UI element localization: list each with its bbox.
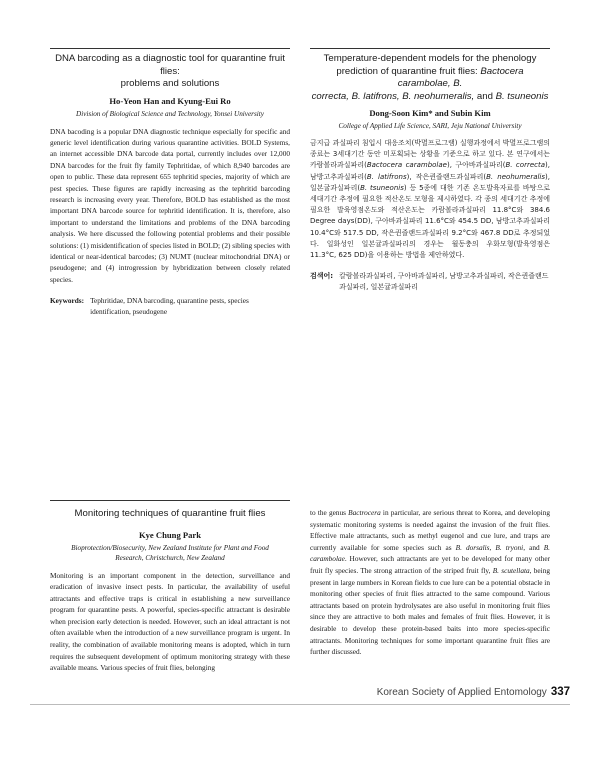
keywords <box>50 295 290 317</box>
abstract-title: Temperature-dependent models for the phenology prediction of quarantine fruit flies: Bactocera carambolae, B. correcta, B. latifrons, B. neohumeralis, and B. tsuneonis <box>311 53 549 102</box>
abstract-affiliation: College of Applied Life Science, SARI, Jeju National University <box>338 122 522 130</box>
abstract-affiliation: Bioprotection/Biosecurity, New Zealand Institute for Plant and Food Research, Christchurch, New Zealand <box>71 543 269 562</box>
page-footer <box>377 686 570 698</box>
abstract-title: Monitoring techniques of quarantine fruit flies <box>74 508 266 519</box>
abstract-body: DNA bacoding is a popular DNA diagnostic technique especially for specific and generic level identification during various quarantine activities. BOLD Systems, an internet accessible DNA barcode data portal, currently includes over 12,000 DNA barcodes for the fruit fly family Tephritidae, of which 8,940 barcodes are open to public. These data represent 655 tephritid species, majority of which are pest species. These figures are rapidly increasing as the tephritid barcoding research is increasing every year. Therefore, BOLD has established as the most important DNA barcode source for tephritid identification. It is, therefore, also important to understand the limitations and problems of the DNA barcoding analysis. We here discussed the following potential problems and their possible solutions: (1) misidentification of species listed in BOLD; (2) sibling species with identical or near-identical barcodes; (3) NUMT (nuclear mitochondrial DNA) or pseudogene; and (4) introgression by hybridization between closely related species. <box>50 126 290 284</box>
keywords-text: 칼람볼라과실파리, 구아바과실파리, 남방고추과실파리, 작은퀸즐랜드과실파리, 일본귤과실파리 <box>339 272 549 292</box>
abstract-body-right: to the genus Bactrocera in particular, are serious threat to Korea, and developing systematic monitoring systems is needed against the invasion of the fruit flies. Effective male attractants, such as methyl eugenol and cue lure, and traps are currently available for some species such as B. dorsalis, B. tryoni, and B. carambolae. However, such attractants are yet to be developed for many other fruit fly species. The strong attraction of the striped fruit fly, B. scutellata, being present in large numbers in Korean fields to cue lure can be a potential obstacle in monitoring other species of fruit flies attracted to the same compound. Various attractants based on protein hydrolysates are also useful in monitoring fruit flies since they are attractive to both males and females of fruit flies. However, it is desirable to develop these protein-based baits into more species-specific attractants. Monitoring techniques for some important quarantine fruit flies are further discussed. <box>310 508 550 657</box>
abstract-authors: Dong-Soon Kim* and Subin Kim <box>369 108 491 118</box>
top-left-rule <box>50 48 290 49</box>
abstract-body-left: Monitoring is an important component in the detection, surveillance and eradication of invasive insect pests. In particular, the availability of useful attractants and effective traps is critical in establishing a new surveillance program for quarantine pests. A powerful, species-specific attractant is desirable when precision early detection is needed. However, such an ideal attractant is not often available when the introduction of a new surveillance program is urgent. In reality, the combination of available monitoring means is adopted, which in turn requires the subsequent development of optimum monitoring strategy with these available means. Various species of fruit flies, belonging <box>50 570 290 673</box>
keywords-label: 검색어: <box>310 272 334 281</box>
abstract-body: 금지급 과실파리 침입시 대응조치(박멸프로그램) 실행과정에서 박멸프로그램의 종료는 3세대기간 동안 미포획되는 상황을 기준으로 하고 있다. 본 연구에서는 카람볼라과실파리(Bactocera carambolae), 구아바과실파리(B. correcta), 남방고추과실파리(B. latifrons), 작은퀸즐랜드과실파리(B. neohumeralis), 일본귤과실파리(B. tsuneonis) 등 5종에 대한 기존 온도발육자료를 바탕으로 세대기간 추정에 필요한 적산온도 모형을 제시하였다. 각 종의 세대기간 추정에 필요한 발육영점온도와 적산온도는 카람볼라과실파리 11.8°C와 384.6 Degree days(DD), 구아바과실파리 11.6°C와 454.5 DD, 남방고추과실파리 10.4°C와 517.5 DD, 작은퀸즐랜드과실파리 9.2°C와 467.8 DD로 추정되었다. 일화성인 일본귤과실파리의 경우는 월동충의 우화모형(발육영점은 11.3°C, 625 DD)을 이용하는 방법을 제안하였다. <box>310 139 550 260</box>
abstract-dna-barcoding <box>50 53 290 317</box>
page-number: 337 <box>550 686 570 698</box>
footer-rule <box>30 704 570 705</box>
keywords <box>310 271 550 293</box>
abstract-authors: Ho-Yeon Han and Kyung-Eui Ro <box>109 95 231 106</box>
keywords-text: Tephritidae, DNA barcoding, quarantine pests, species identification, pseudogene <box>90 296 249 317</box>
middle-left-rule <box>50 500 290 501</box>
society-name: Korean Society of Applied Entomology <box>376 687 547 698</box>
top-right-rule <box>310 48 550 49</box>
abstract-monitoring-continued <box>310 507 550 658</box>
abstract-phenology-models <box>310 53 550 293</box>
abstract-authors: Kye Chung Park <box>138 529 202 540</box>
keywords-label: Keywords: <box>50 296 85 306</box>
abstract-title: DNA barcoding as a diagnostic tool for quarantine fruit flies: problems and solutions <box>55 53 285 89</box>
abstract-monitoring-techniques <box>50 508 290 674</box>
abstract-affiliation: Division of Biological Science and Technology, Yonsei University <box>76 109 264 118</box>
